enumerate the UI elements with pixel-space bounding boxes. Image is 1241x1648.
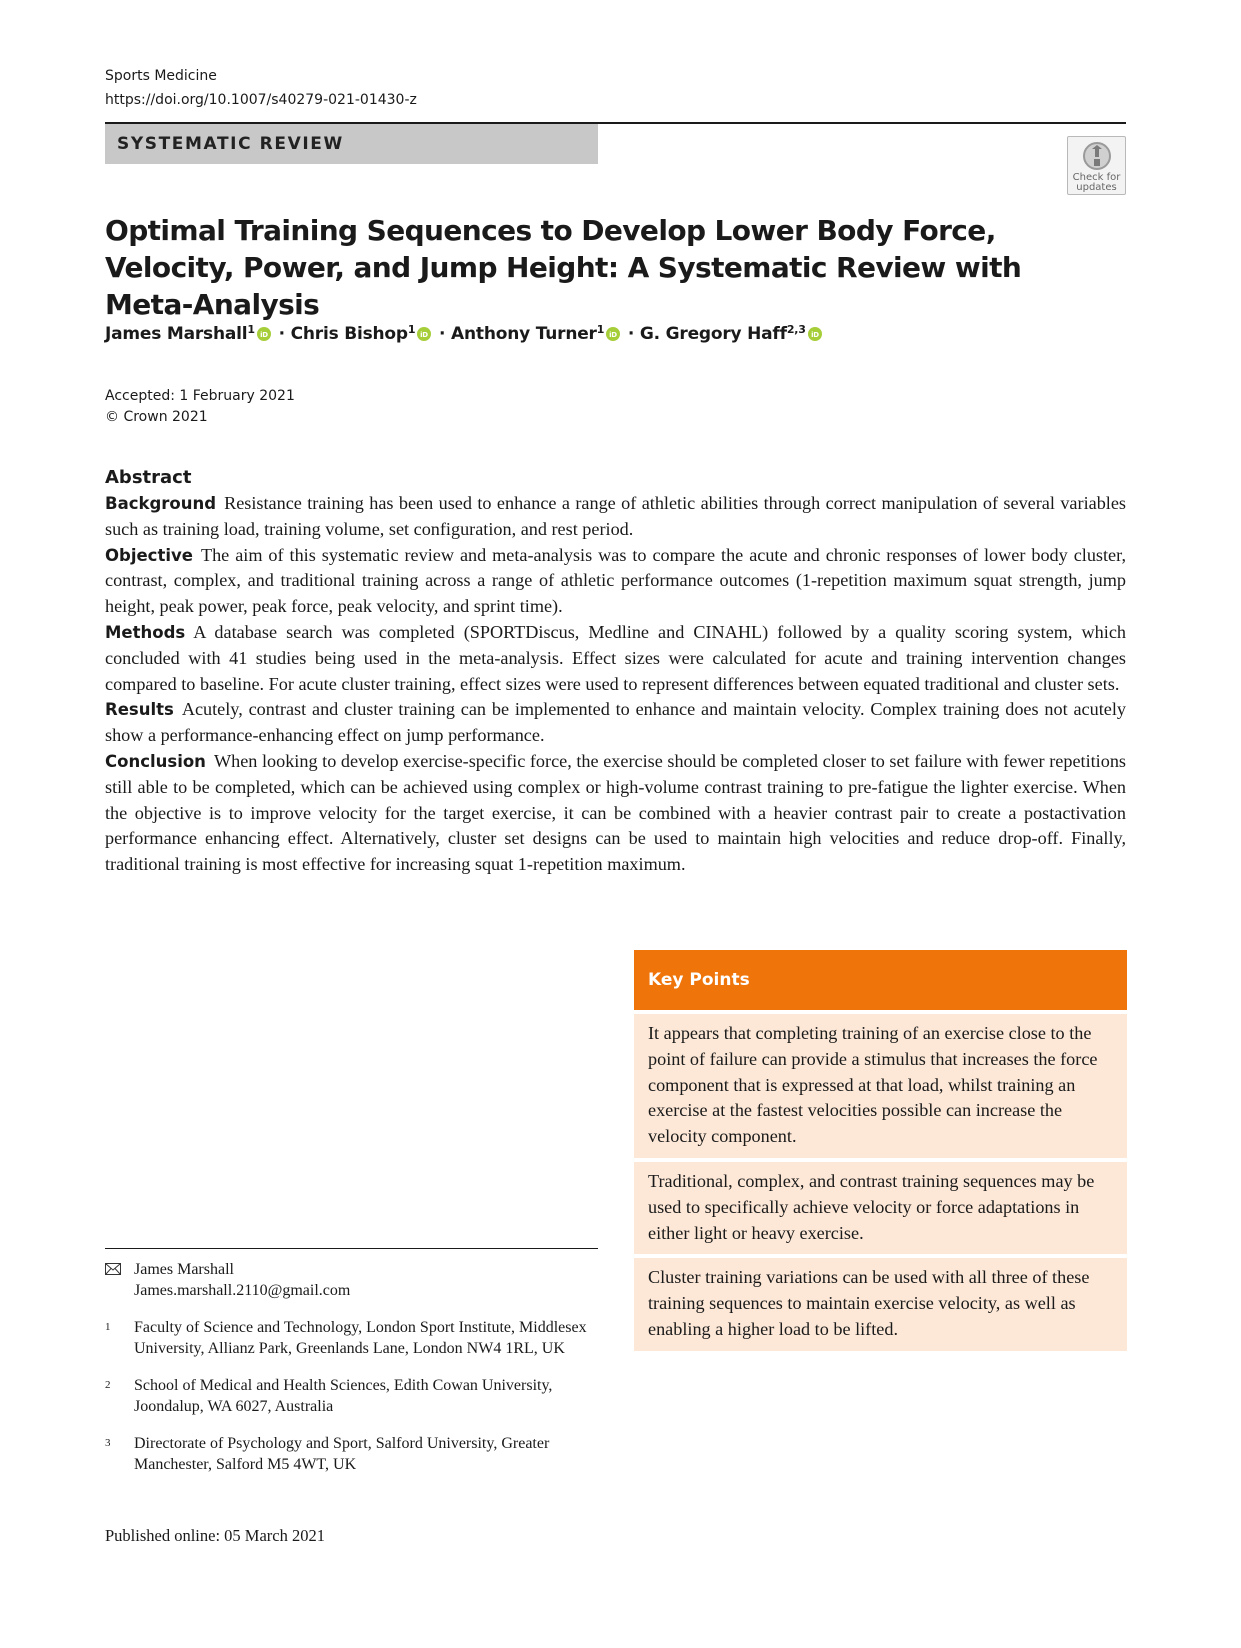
- abstract-text: Acutely, contrast and cluster training can be implemented to enhance and maintain velocity. Complex training does not acutely show a performance-enhancing effect on jump performance.: [105, 699, 1126, 746]
- abstract-label: Conclusion: [105, 751, 206, 771]
- affiliation-number: 2: [105, 1379, 111, 1391]
- affiliation: [105, 1433, 598, 1475]
- affiliation-text: School of Medical and Health Sciences, Edith Cowan University, Joondalup, WA 6027, Australia: [134, 1377, 553, 1415]
- key-points-heading: Key Points: [634, 950, 1127, 1010]
- svg-text:iD: iD: [420, 331, 429, 339]
- author-affiliation: 1: [596, 323, 605, 336]
- abstract-text: The aim of this systematic review and meta-analysis was to compare the acute and chronic responses of lower body cluster, contrast, complex, and traditional training across a range of athletic performance outcomes (1-repetition maximum squat strength, jump height, peak power, peak force, peak velocity, and sprint time).: [105, 544, 1126, 617]
- author-name[interactable]: Chris Bishop: [290, 324, 408, 344]
- orcid-icon[interactable]: [417, 326, 431, 346]
- published-date: Published online: 05 March 2021: [105, 1526, 325, 1545]
- author-list: [105, 323, 824, 346]
- affiliation-number: 3: [105, 1437, 111, 1449]
- journal-name: Sports Medicine: [105, 68, 217, 84]
- affiliation-number: 1: [105, 1321, 111, 1333]
- abstract-conclusion: [105, 749, 1126, 878]
- author-affiliation: 1: [247, 323, 255, 336]
- key-point-item: Traditional, complex, and contrast training sequences may be used to specifically achieve velocity or force adaptations in either light or heavy exercise.: [634, 1162, 1127, 1254]
- author-name[interactable]: Anthony Turner: [451, 324, 597, 344]
- abstract: [105, 465, 1126, 878]
- author-separator: ·: [278, 324, 285, 344]
- affiliation: [105, 1317, 598, 1359]
- journal-header: [105, 64, 417, 112]
- abstract-text: A database search was completed (SPORTDiscus, Medline and CINAHL) followed by a quality scoring system, which concluded with 41 studies being used in the meta-analysis. Effect sizes were calculated for acute and training intervention changes compared to baseline. For acute cluster training, effect sizes were used to represent differences between equated traditional and cluster sets.: [105, 621, 1126, 694]
- envelope-icon: [105, 1259, 134, 1301]
- abstract-background: [105, 491, 1126, 543]
- abstract-objective: [105, 543, 1126, 620]
- author-name[interactable]: James Marshall: [105, 324, 248, 344]
- key-point-item: Cluster training variations can be used with all three of these training sequences to maintain exercise velocity, as well as enabling a higher load to be lifted.: [634, 1258, 1127, 1350]
- corresponding-author: James Marshall: [134, 1261, 234, 1278]
- article-dates: [105, 386, 295, 428]
- orcid-icon[interactable]: [257, 326, 271, 346]
- svg-text:iD: iD: [609, 331, 618, 339]
- affiliation-text: Directorate of Psychology and Sport, Salford University, Greater Manchester, Salford M5 4WT, UK: [134, 1435, 550, 1473]
- affiliation-text: Faculty of Science and Technology, London Sport Institute, Middlesex University, Allianz Park, Greenlands Lane, London NW4 1RL, UK: [134, 1319, 587, 1357]
- affiliation: [105, 1375, 598, 1417]
- accepted-date: Accepted: 1 February 2021: [105, 388, 295, 404]
- correspondence-footnotes: [105, 1259, 598, 1485]
- abstract-label: Methods: [105, 622, 186, 642]
- abstract-text: When looking to develop exercise-specific force, the exercise should be completed closer to set failure with fewer repetitions still able to be completed, which can be achieved using complex or high-volume contrast training to pre-fatigue the lighter exercise. When the objective is to improve velocity for the target exercise, it can be combined with a heavier contrast pair to create a postactivation performance enhancing effect. Alternatively, cluster set designs can be used to maintain high velocities and reduce drop-off. Finally, traditional training is most effective for increasing squat 1-repetition maximum.: [105, 750, 1126, 875]
- author-affiliation: 1: [407, 323, 416, 336]
- check-updates-line2: updates: [1076, 182, 1117, 193]
- author-affiliation: 2,3: [786, 323, 806, 336]
- orcid-icon[interactable]: [808, 326, 822, 346]
- article-title: Optimal Training Sequences to Develop Lower Body Force, Velocity, Power, and Jump Height: A Systematic Review with Meta-Analysis: [105, 214, 1022, 321]
- section-label: SYSTEMATIC REVIEW: [105, 124, 598, 164]
- abstract-results: [105, 697, 1126, 749]
- abstract-methods: [105, 620, 1126, 697]
- orcid-icon[interactable]: [606, 326, 620, 346]
- abstract-heading: Abstract: [105, 467, 192, 488]
- doi-link[interactable]: https://doi.org/10.1007/s40279-021-01430-z: [105, 92, 417, 108]
- key-point-item: It appears that completing training of an exercise close to the point of failure can provide a stimulus that increases the force component that is expressed at that load, whilst training an exercise at the fastest velocities possible can increase the velocity component.: [634, 1014, 1127, 1158]
- author-name[interactable]: G. Gregory Haff: [639, 324, 787, 344]
- abstract-label: Results: [105, 700, 174, 720]
- key-points-box: [634, 950, 1127, 1351]
- author-separator: ·: [439, 324, 446, 344]
- corresponding-email[interactable]: James.marshall.2110@gmail.com: [134, 1282, 351, 1299]
- svg-text:iD: iD: [810, 331, 819, 339]
- abstract-text: Resistance training has been used to enhance a range of athletic abilities through correct manipulation of several variables such as training load, training volume, set configuration, and rest period.: [105, 493, 1126, 539]
- correspondence: [105, 1259, 598, 1301]
- svg-text:iD: iD: [259, 331, 268, 339]
- check-updates-icon: [1082, 141, 1112, 171]
- footnote-rule: [105, 1248, 598, 1249]
- abstract-label: Background: [105, 494, 217, 513]
- copyright: © Crown 2021: [105, 409, 208, 425]
- abstract-label: Objective: [105, 545, 193, 565]
- check-for-updates-badge[interactable]: [1067, 136, 1126, 195]
- author-separator: ·: [627, 324, 635, 344]
- check-updates-line1: Check for: [1072, 172, 1121, 183]
